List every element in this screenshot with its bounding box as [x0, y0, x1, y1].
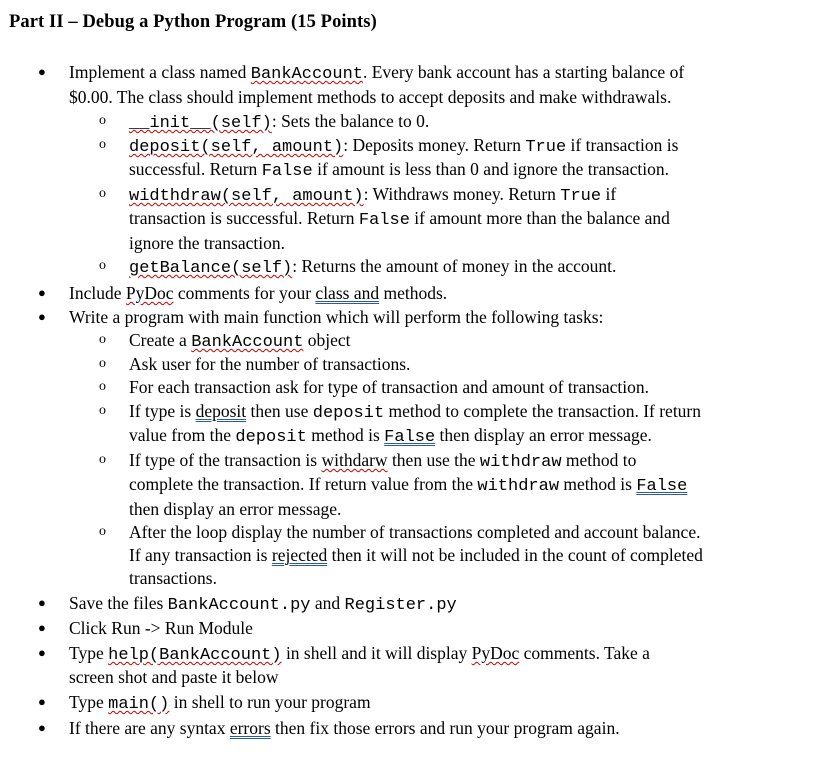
text: method is: [306, 425, 385, 445]
word-class-and: class and: [315, 283, 380, 303]
text: and: [310, 593, 345, 613]
code-withdraw: withdraw: [479, 453, 562, 472]
sub-bullet-circle: o: [99, 258, 106, 273]
bullet-dot: ●: [38, 720, 46, 735]
text: then use: [246, 401, 313, 421]
text: method to: [561, 450, 637, 470]
text: If type is: [129, 401, 196, 421]
bullet-5: Click Run -> Run Module: [69, 618, 253, 638]
text: value from the: [129, 425, 236, 445]
code-false: False: [358, 211, 410, 230]
word-withdarw: withdarw: [321, 450, 388, 470]
text: If there are any syntax: [69, 718, 230, 738]
code-main: main(): [108, 695, 170, 714]
code-deposit: deposit: [312, 404, 385, 423]
bullet-7: [69, 690, 371, 717]
text: then display an error message.: [435, 425, 652, 445]
bullet-dot: ●: [38, 64, 46, 79]
sub-item-init: [129, 109, 429, 136]
code-false: False: [261, 162, 313, 181]
text: successful. Return: [129, 159, 262, 179]
code-help: help(BankAccount): [108, 646, 282, 665]
task-ask-type: For each transaction ask for type of transaction and amount of transaction.: [129, 377, 649, 397]
page-title: Part II – Debug a Python Program (15 Points): [9, 12, 377, 32]
bullet-2: [69, 281, 447, 305]
sub-bullet-circle: o: [99, 356, 106, 371]
word-rejected: rejected: [271, 545, 328, 565]
code-false: False: [384, 428, 436, 447]
task-withdraw-line-3: then display an error message.: [129, 499, 342, 519]
text: method is: [559, 474, 637, 494]
bullet-dot: ●: [38, 285, 46, 300]
bullet-dot: ●: [38, 309, 46, 324]
task-withdraw-line-1: [129, 448, 636, 475]
text: methods.: [379, 283, 448, 303]
sub-item-deposit-line-2: [129, 157, 669, 184]
text: Type: [69, 643, 109, 663]
sub-bullet-circle: o: [99, 113, 106, 128]
sub-item-withdraw-line-2: [129, 206, 670, 233]
text: in shell to run your program: [169, 692, 371, 712]
bullet-3: Write a program with main function which will perform the following tasks:: [69, 307, 604, 327]
code-filename: Register.py: [344, 596, 457, 615]
code-true: True: [560, 187, 602, 206]
text: . Every bank account has a starting balance of: [362, 62, 685, 82]
text: if: [601, 184, 617, 204]
text: if amount more than the balance and: [409, 208, 670, 228]
code-getbalance: getBalance(self): [129, 259, 293, 278]
bullet-dot: ●: [38, 694, 46, 709]
sub-item-withdraw-line-1: [129, 182, 616, 209]
code-init: __init__(self): [129, 114, 272, 133]
text: comments. Take a: [519, 643, 650, 663]
text: : Deposits money. Return: [343, 135, 526, 155]
text: then fix those errors and run your program again.: [270, 718, 620, 738]
sub-item-withdraw-line-3: ignore the transaction.: [129, 233, 285, 253]
task-withdraw-line-2: [129, 472, 687, 499]
text: then use the: [387, 450, 480, 470]
text: Include: [69, 283, 126, 303]
text: : Withdraws money. Return: [363, 184, 561, 204]
text: complete the transaction. If return value from the: [129, 474, 478, 494]
task-after-loop-line-1: After the loop display the number of transactions completed and account balance.: [129, 522, 701, 542]
text: if transaction is: [566, 135, 679, 155]
bullet-dot: ●: [38, 595, 46, 610]
code-deposit: deposit(self, amount): [129, 138, 344, 157]
sub-bullet-circle: o: [99, 524, 106, 539]
text: comments for your: [173, 283, 316, 303]
code-classname: BankAccount: [191, 333, 304, 352]
code-classname: BankAccount: [250, 65, 363, 84]
bullet-1-line-2: $0.00. The class should implement methods to accept deposits and make withdrawals.: [69, 87, 672, 107]
task-after-loop-line-2: [129, 543, 703, 567]
text: : Returns the amount of money in the account.: [292, 256, 617, 276]
task-deposit-line-1: [129, 399, 701, 426]
task-ask-number: Ask user for the number of transactions.: [129, 354, 411, 374]
text: if amount is less than 0 and ignore the transaction.: [312, 159, 669, 179]
text: transaction is successful. Return: [129, 208, 359, 228]
text: If any transaction is: [129, 545, 272, 565]
task-create-object: [129, 328, 351, 355]
text: object: [303, 330, 351, 350]
code-filename: BankAccount.py: [167, 596, 311, 615]
code-withdraw: withdraw: [477, 477, 560, 496]
code-true: True: [525, 138, 567, 157]
text: then it will not be included in the count of completed: [327, 545, 703, 565]
bullet-4: [69, 591, 457, 618]
code-withdraw: widthdraw(self, amount): [129, 187, 364, 206]
text: : Sets the balance to 0.: [271, 111, 430, 131]
text: Type: [69, 692, 109, 712]
code-deposit: deposit: [235, 428, 307, 447]
text: Save the files: [69, 593, 168, 613]
sub-item-deposit-line-1: [129, 133, 678, 160]
bullet-8: [69, 716, 620, 740]
sub-item-getbalance: [129, 254, 616, 281]
text: Create a: [129, 330, 192, 350]
word-pydoc: PyDoc: [125, 283, 174, 303]
bullet-dot: ●: [38, 620, 46, 635]
word-deposit: deposit: [195, 401, 247, 421]
word-pydoc: PyDoc: [471, 643, 520, 663]
text: Implement a class named: [69, 62, 251, 82]
sub-bullet-circle: o: [99, 332, 106, 347]
task-deposit-line-2: [129, 423, 652, 450]
text: If type of the transaction is: [129, 450, 322, 470]
sub-bullet-circle: o: [99, 137, 106, 152]
bullet-dot: ●: [38, 645, 46, 660]
sub-bullet-circle: o: [99, 379, 106, 394]
bullet-6-line-1: [69, 641, 650, 668]
bullet-6-line-2: screen shot and paste it below: [69, 667, 279, 687]
sub-bullet-circle: o: [99, 403, 106, 418]
sub-bullet-circle: o: [99, 186, 106, 201]
task-after-loop-line-3: transactions.: [129, 568, 217, 588]
word-errors: errors: [229, 718, 271, 738]
text: in shell and it will display: [281, 643, 472, 663]
bullet-1-line-1: [69, 60, 684, 87]
text: method to complete the transaction. If return: [384, 401, 702, 421]
code-false: False: [636, 477, 688, 496]
sub-bullet-circle: o: [99, 452, 106, 467]
